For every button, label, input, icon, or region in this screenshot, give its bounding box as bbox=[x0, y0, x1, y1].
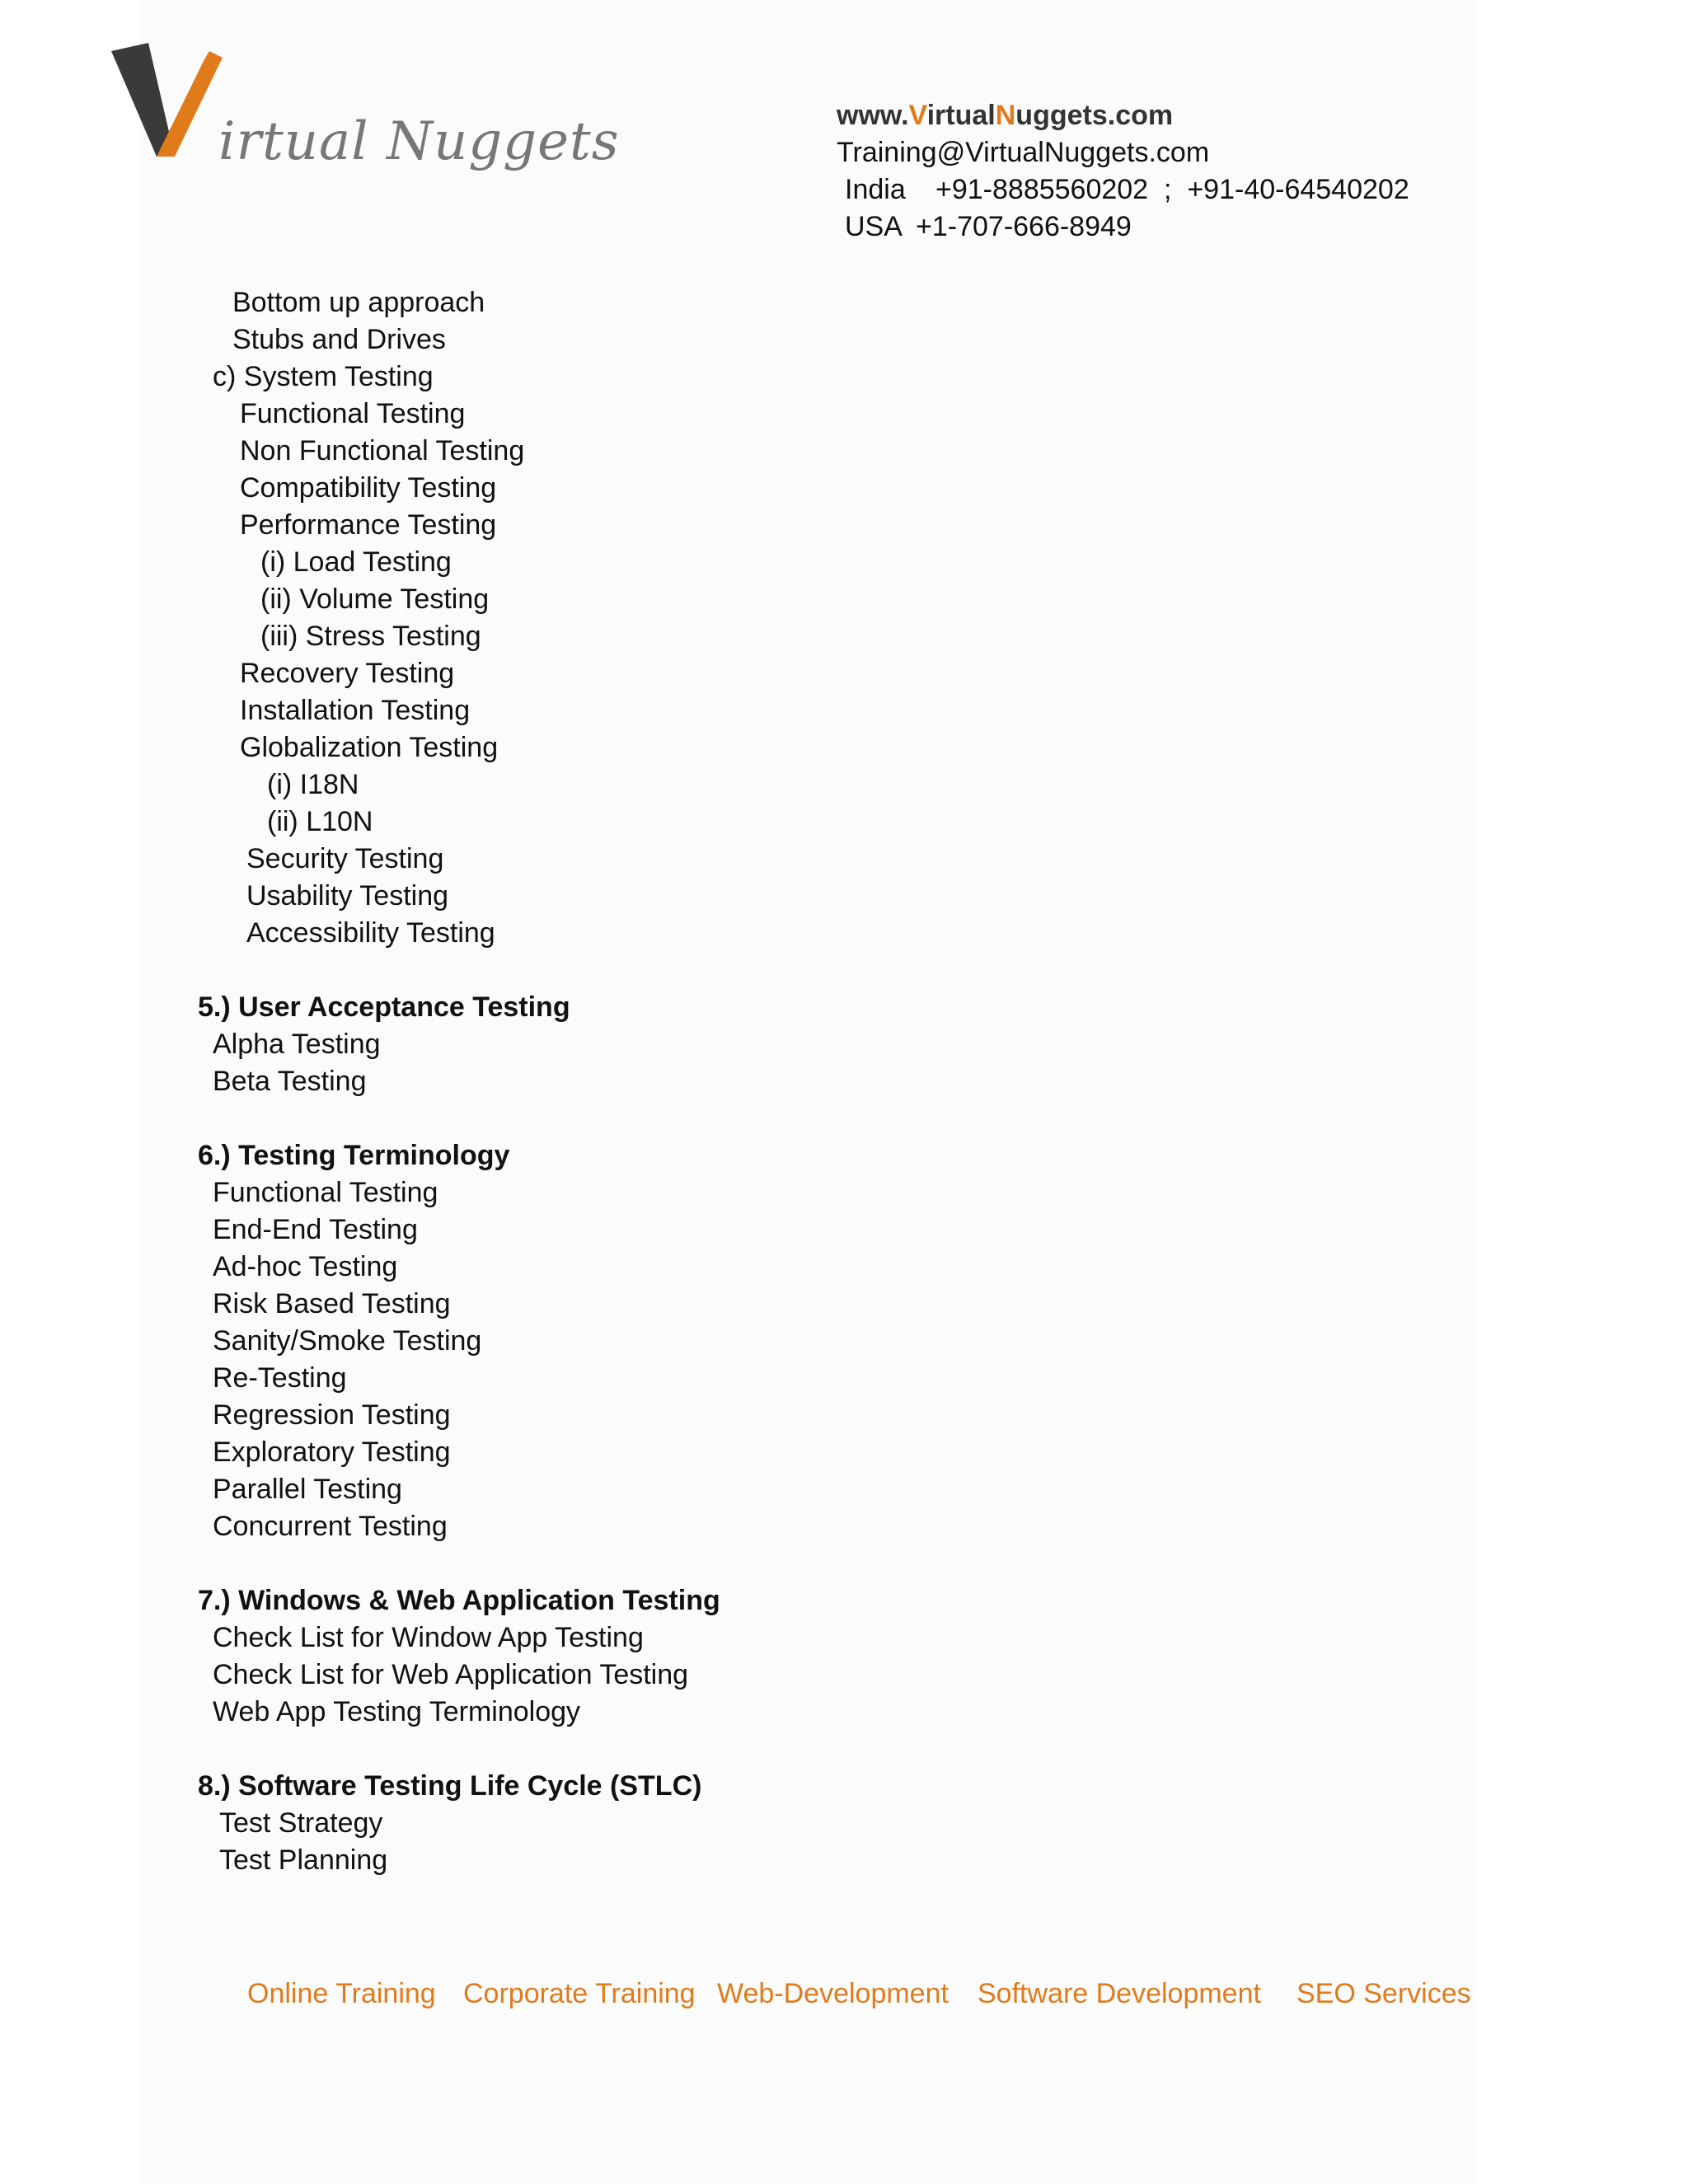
list-item: Regression Testing bbox=[213, 1399, 451, 1431]
list-item: Beta Testing bbox=[213, 1066, 367, 1097]
website-n: N bbox=[995, 100, 1016, 131]
list-item: Concurrent Testing bbox=[213, 1511, 448, 1542]
list-item: Check List for Window App Testing bbox=[213, 1622, 644, 1653]
list-item: Web App Testing Terminology bbox=[213, 1696, 581, 1727]
section-heading: 7.) Windows & Web Application Testing bbox=[198, 1585, 720, 1616]
list-item: (ii) L10N bbox=[267, 806, 373, 837]
list-item: Security Testing bbox=[246, 843, 444, 874]
list-item: Bottom up approach bbox=[232, 287, 485, 318]
list-item: (i) I18N bbox=[267, 769, 359, 800]
footer-link-software-development[interactable]: Software Development bbox=[978, 1978, 1261, 2009]
list-item: (i) Load Testing bbox=[260, 546, 452, 578]
list-item: (iii) Stress Testing bbox=[260, 621, 481, 652]
list-item: Performance Testing bbox=[240, 509, 497, 541]
list-item: Exploratory Testing bbox=[213, 1436, 451, 1468]
footer-link-online-training[interactable]: Online Training bbox=[247, 1978, 436, 2009]
list-item: Recovery Testing bbox=[240, 658, 455, 689]
phone-row-usa bbox=[837, 209, 1409, 246]
list-item: Accessibility Testing bbox=[246, 917, 495, 949]
list-item: Check List for Web Application Testing bbox=[213, 1659, 689, 1690]
website-v: V bbox=[908, 100, 927, 131]
email-link[interactable]: Training@VirtualNuggets.com bbox=[837, 137, 1210, 168]
country-label: USA bbox=[845, 211, 903, 242]
syllabus-content bbox=[198, 284, 720, 1879]
section-heading: 5.) User Acceptance Testing bbox=[198, 991, 570, 1023]
list-item: Globalization Testing bbox=[240, 732, 499, 763]
list-item: Risk Based Testing bbox=[213, 1288, 451, 1319]
website-irtual: irtual bbox=[926, 100, 996, 131]
phone-numbers: +91-8885560202 ; +91-40-64540202 bbox=[935, 174, 1409, 205]
footer-link-seo-services[interactable]: SEO Services bbox=[1296, 1978, 1471, 2009]
footer-link-web-development[interactable]: Web-Development bbox=[717, 1978, 949, 2009]
section-heading: 6.) Testing Terminology bbox=[198, 1140, 510, 1171]
list-item: Non Functional Testing bbox=[240, 435, 525, 466]
list-item: Functional Testing bbox=[213, 1177, 438, 1208]
list-item: Re-Testing bbox=[213, 1362, 347, 1394]
list-item: Test Planning bbox=[219, 1844, 388, 1876]
contact-block bbox=[837, 97, 1409, 246]
virtual-nuggets-logo bbox=[99, 33, 676, 198]
subsection-label: c) System Testing bbox=[213, 361, 434, 392]
website-prefix: www. bbox=[837, 100, 909, 131]
website-suffix: uggets.com bbox=[1015, 100, 1174, 131]
list-item: Alpha Testing bbox=[213, 1029, 381, 1060]
phone-row-india bbox=[837, 171, 1409, 209]
website-link[interactable] bbox=[837, 97, 1409, 134]
footer-link-corporate-training[interactable]: Corporate Training bbox=[463, 1978, 696, 2009]
list-item: Parallel Testing bbox=[213, 1474, 402, 1505]
list-item: Stubs and Drives bbox=[232, 324, 446, 355]
list-item: Ad-hoc Testing bbox=[213, 1251, 398, 1282]
list-item: (ii) Volume Testing bbox=[260, 583, 490, 615]
country-label: India bbox=[845, 174, 906, 205]
phone-numbers: +1-707-666-8949 bbox=[916, 211, 1132, 242]
list-item: Compatibility Testing bbox=[240, 472, 497, 504]
list-item: Installation Testing bbox=[240, 695, 471, 726]
list-item: Usability Testing bbox=[246, 880, 449, 912]
logo-text: irtual Nuggets bbox=[218, 111, 620, 172]
list-item: Functional Testing bbox=[240, 398, 466, 429]
section-heading: 8.) Software Testing Life Cycle (STLC) bbox=[198, 1770, 702, 1802]
list-item: End-End Testing bbox=[213, 1214, 418, 1245]
list-item: Sanity/Smoke Testing bbox=[213, 1325, 482, 1357]
list-item: Test Strategy bbox=[219, 1807, 383, 1839]
